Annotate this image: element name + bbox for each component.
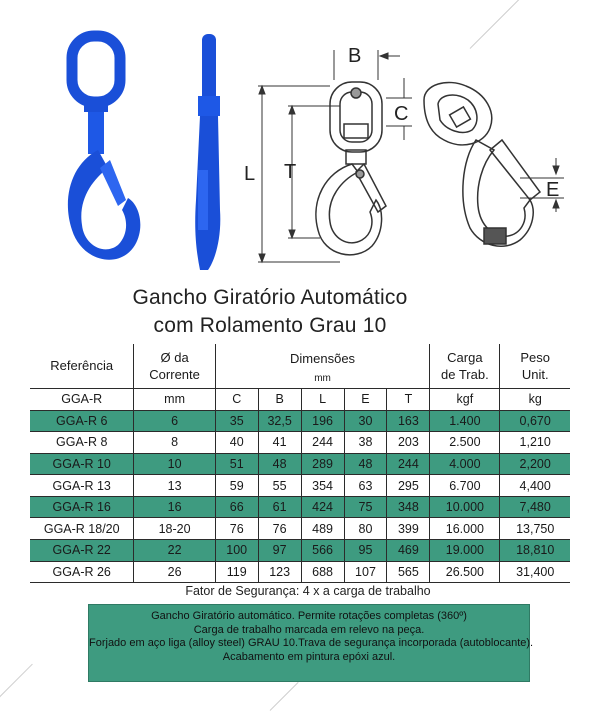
cell-chain: 13 [134, 475, 215, 497]
cell-e: 38 [344, 432, 387, 454]
technical-drawing-front [316, 82, 386, 255]
header-unit-weight: Peso Unit. [520, 349, 551, 382]
cell-chain: 6 [134, 410, 215, 432]
description-box [88, 604, 534, 682]
description-line: Carga de trabalho marcada em relevo na peça. [193, 623, 425, 636]
decor-line-bottom-left [0, 664, 33, 707]
cell-load: 2.500 [430, 432, 500, 454]
cell-chain: 22 [134, 540, 215, 562]
cell-chain: 16 [134, 496, 215, 518]
blue-hook-front-image [68, 36, 140, 260]
description-line: Forjado em aço liga (alloy steel) GRAU 10.Trava de segurança incorporada (autoblocante). [89, 637, 534, 649]
table-units-row [30, 388, 570, 410]
cell-l: 688 [301, 561, 344, 583]
cell-ref: GGA-R 18/20 [30, 518, 134, 540]
cell-b: 55 [258, 475, 301, 497]
cell-c: 76 [215, 518, 258, 540]
cell-e: 75 [344, 496, 387, 518]
dimension-label-b: B [348, 45, 362, 67]
dimension-label-c: C [394, 103, 409, 125]
cell-weight: 31,400 [500, 561, 570, 583]
table-row [30, 432, 570, 454]
cell-ref: GGA-R 6 [30, 410, 134, 432]
cell-t: 295 [387, 475, 430, 497]
cell-ref: GGA-R 16 [30, 496, 134, 518]
dimension-label-e: E [546, 179, 560, 201]
cell-b: 41 [258, 432, 301, 454]
cell-weight: 2,200 [500, 453, 570, 475]
unit-l: L [301, 388, 344, 410]
table-row [30, 540, 570, 562]
cell-t: 203 [387, 432, 430, 454]
cell-weight: 1,210 [500, 432, 570, 454]
product-illustrations [0, 0, 596, 285]
cell-e: 48 [344, 453, 387, 475]
unit-c: C [215, 388, 258, 410]
cell-t: 244 [387, 453, 430, 475]
cell-e: 95 [344, 540, 387, 562]
table-row [30, 496, 570, 518]
description-line: Gancho Giratório automático. Permite rotações completas (360º) [151, 610, 467, 622]
table-row [30, 518, 570, 540]
cell-weight: 7,480 [500, 496, 570, 518]
cell-chain: 10 [134, 453, 215, 475]
table-row [30, 475, 570, 497]
cell-load: 16.000 [430, 518, 500, 540]
cell-b: 32,5 [258, 410, 301, 432]
cell-e: 107 [344, 561, 387, 583]
header-dimensions-unit: mm [314, 373, 331, 384]
cell-l: 289 [301, 453, 344, 475]
cell-c: 40 [215, 432, 258, 454]
cell-c: 51 [215, 453, 258, 475]
cell-load: 4.000 [430, 453, 500, 475]
cell-l: 244 [301, 432, 344, 454]
dimension-label-l: L [244, 163, 256, 185]
cell-l: 196 [301, 410, 344, 432]
unit-chain: mm [134, 388, 215, 410]
cell-c: 59 [215, 475, 258, 497]
cell-weight: 4,400 [500, 475, 570, 497]
unit-b: B [258, 388, 301, 410]
unit-e: E [344, 388, 387, 410]
unit-ref: GGA-R [30, 388, 134, 410]
cell-weight: 0,670 [500, 410, 570, 432]
cell-e: 30 [344, 410, 387, 432]
header-dimensions: Dimensões mm [215, 344, 430, 388]
header-working-load: Carga de Trab. [430, 344, 500, 388]
specifications-table [30, 344, 570, 583]
cell-t: 469 [387, 540, 430, 562]
technical-drawing-perspective [424, 82, 540, 246]
cell-e: 63 [344, 475, 387, 497]
cell-l: 566 [301, 540, 344, 562]
decor-line-bottom-mid [270, 682, 299, 711]
cell-weight: 18,810 [500, 540, 570, 562]
cell-b: 97 [258, 540, 301, 562]
cell-weight: 13,750 [500, 518, 570, 540]
safety-factor-note: Fator de Segurança: 4 x a carga de trabalho [185, 584, 431, 598]
cell-t: 399 [387, 518, 430, 540]
cell-load: 6.700 [430, 475, 500, 497]
cell-t: 565 [387, 561, 430, 583]
cell-l: 424 [301, 496, 344, 518]
unit-t: T [387, 388, 430, 410]
cell-c: 100 [215, 540, 258, 562]
cell-load: 19.000 [430, 540, 500, 562]
cell-c: 119 [215, 561, 258, 583]
product-title-line-1: Gancho Giratório Automático [132, 286, 408, 309]
cell-ref: GGA-R 26 [30, 561, 134, 583]
cell-l: 354 [301, 475, 344, 497]
cell-ref: GGA-R 8 [30, 432, 134, 454]
cell-load: 26.500 [430, 561, 500, 583]
table-row [30, 410, 570, 432]
description-line: Acabamento em pintura epóxi azul. [222, 650, 396, 663]
cell-b: 61 [258, 496, 301, 518]
cell-b: 123 [258, 561, 301, 583]
cell-ref: GGA-R 22 [30, 540, 134, 562]
cell-load: 10.000 [430, 496, 500, 518]
header-reference: Referência [30, 344, 134, 388]
blue-hook-side-image [195, 34, 220, 270]
unit-weight: kg [500, 388, 570, 410]
cell-c: 66 [215, 496, 258, 518]
cell-e: 80 [344, 518, 387, 540]
product-title-line-2: com Rolamento Grau 10 [153, 314, 387, 337]
cell-c: 35 [215, 410, 258, 432]
cell-b: 48 [258, 453, 301, 475]
cell-b: 76 [258, 518, 301, 540]
cell-chain: 8 [134, 432, 215, 454]
unit-load: kgf [430, 388, 500, 410]
cell-chain: 26 [134, 561, 215, 583]
cell-t: 163 [387, 410, 430, 432]
cell-l: 489 [301, 518, 344, 540]
header-chain-diameter: Ø da Corrente [134, 344, 215, 388]
cell-t: 348 [387, 496, 430, 518]
cell-chain: 18-20 [134, 518, 215, 540]
cell-ref: GGA-R 13 [30, 475, 134, 497]
cell-ref: GGA-R 10 [30, 453, 134, 475]
cell-load: 1.400 [430, 410, 500, 432]
dimension-label-t: T [284, 161, 297, 183]
table-row [30, 453, 570, 475]
table-row [30, 561, 570, 583]
dimension-lines [258, 50, 412, 262]
table-header-row [30, 344, 570, 388]
